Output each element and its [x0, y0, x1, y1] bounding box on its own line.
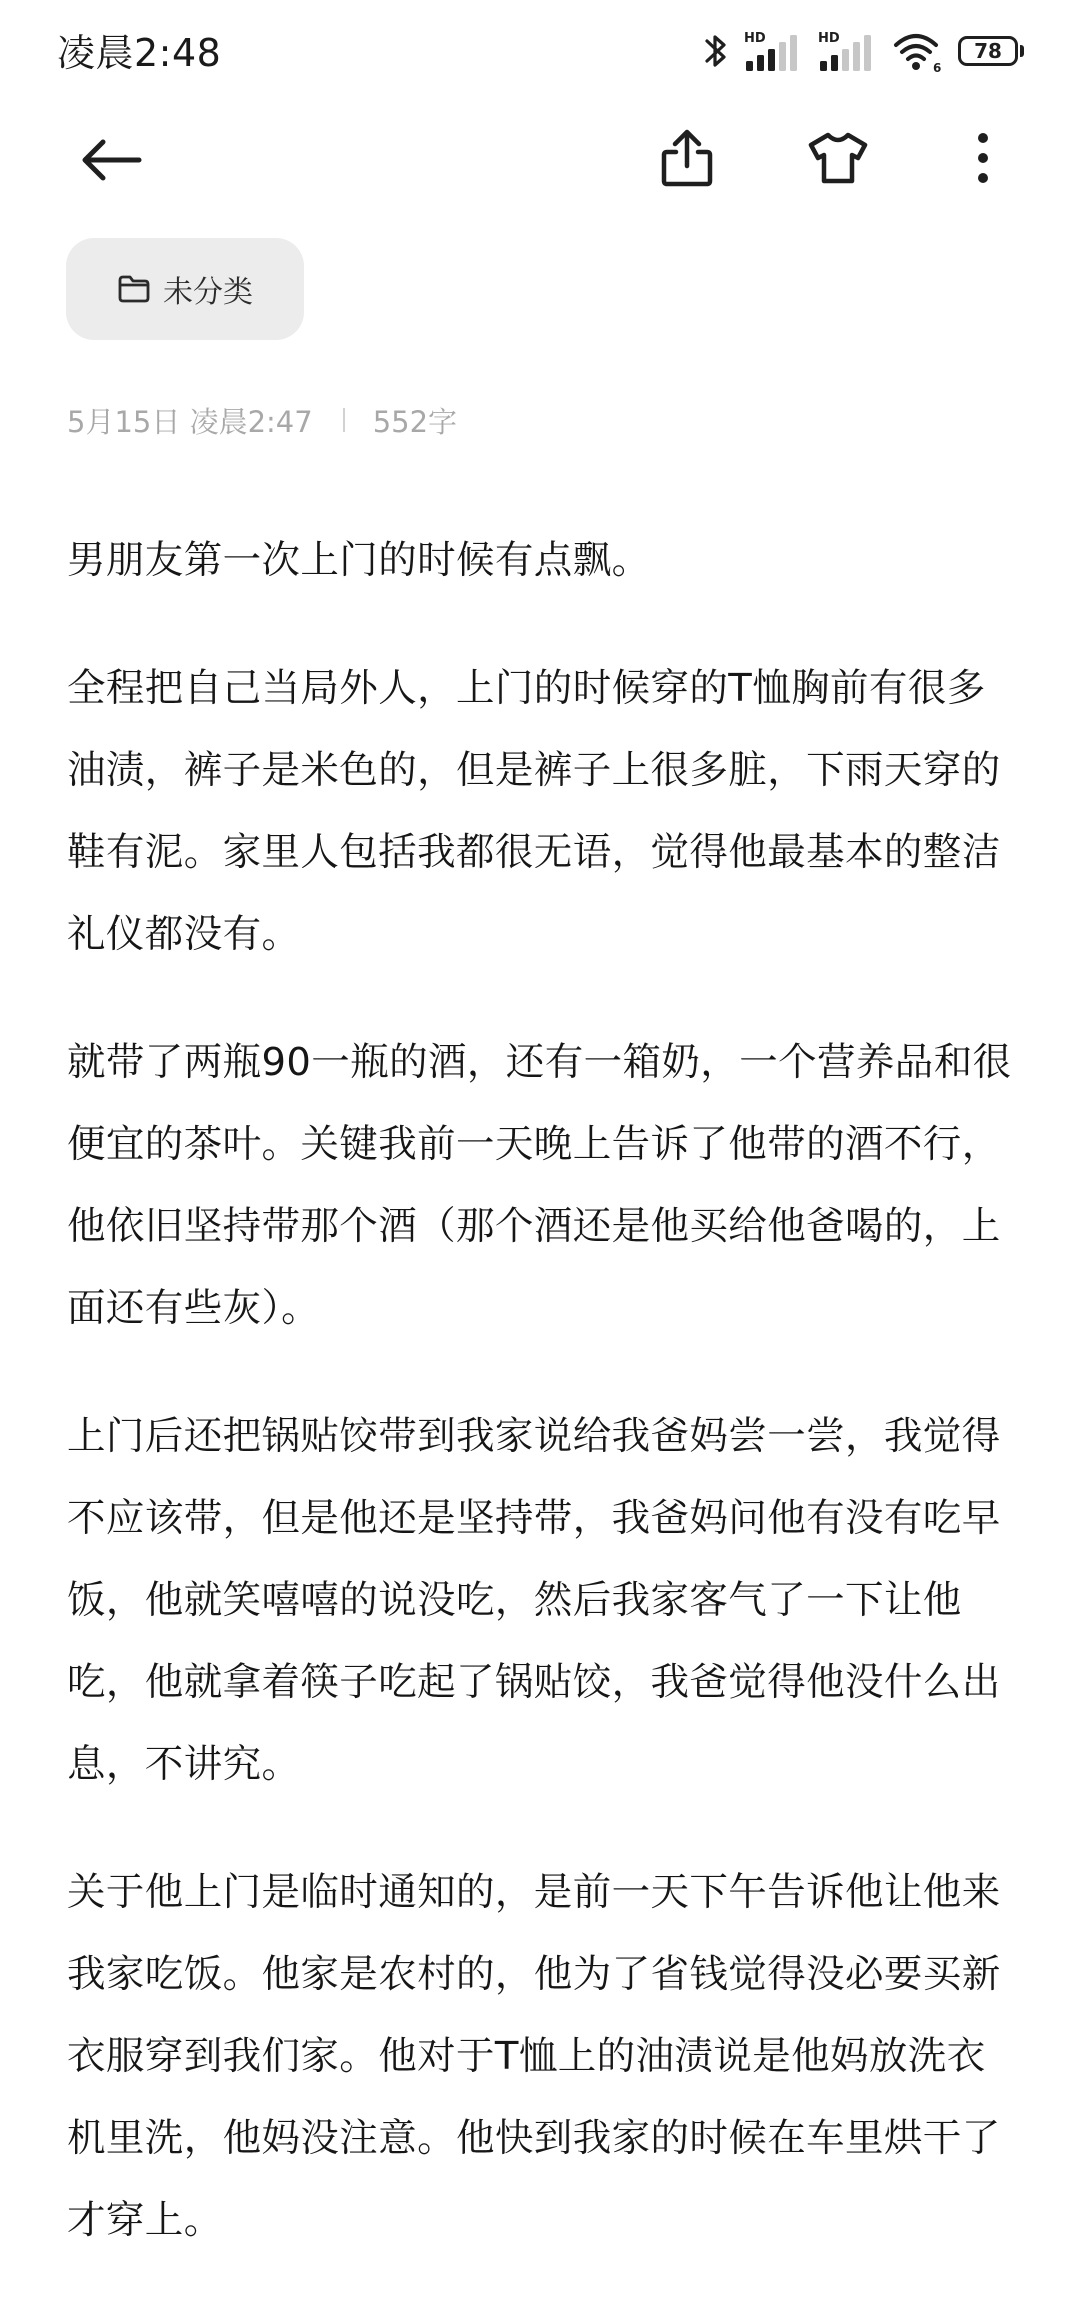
- note-word-count: 552字: [372, 404, 458, 439]
- signal-icon-1: [744, 29, 804, 73]
- note-paragraph-3[interactable]: 就带了两瓶90一瓶的酒，还有一箱奶，一个营养品和很便宜的茶叶。关键我前一天晚上告诉了他带的酒不行，他依旧坚持带那个酒（那个酒还是他买给他爸喝的，上面还有些灰）。: [67, 1040, 1012, 1331]
- note-datetime: 5月15日 凌晨2:47: [67, 404, 313, 439]
- note-paragraph-1[interactable]: 男朋友第一次上门的时候有点飘。: [67, 538, 651, 583]
- arrow-left-icon: [79, 138, 143, 182]
- battery-indicator: [958, 36, 1024, 66]
- wifi-badge: 6: [933, 61, 942, 73]
- status-time: 凌晨2:48: [57, 31, 222, 75]
- bluetooth-icon: [702, 31, 730, 71]
- theme-button[interactable]: [793, 113, 883, 203]
- category-chip[interactable]: [66, 238, 304, 340]
- category-label: 未分类: [163, 275, 253, 310]
- signal-label-2: HD: [818, 31, 840, 46]
- battery-level: 78: [958, 36, 1018, 66]
- folder-icon: [117, 274, 151, 304]
- note-paragraph-4[interactable]: 上门后还把锅贴饺带到我家说给我爸妈尝一尝，我觉得不应该带，但是他还是坚持带，我爸妈问他有没有吃早饭，他就笑嘻嘻的说没吃，然后我家客气了一下让他吃，他就拿着筷子吃起了锅贴饺，我爸觉得他没什么出息，不讲究。: [67, 1414, 1001, 1787]
- more-vertical-icon: [973, 130, 993, 186]
- tshirt-icon: [807, 131, 869, 185]
- status-icons: [702, 26, 1024, 76]
- note-paragraph-5[interactable]: 关于他上门是临时通知的，是前一天下午告诉他让他来我家吃饭。他家是农村的，他为了省钱觉得没必要买新衣服穿到我们家。他对于T恤上的油渍说是他妈放洗衣机里洗，他妈没注意。他快到我家的时候在车里烘干了才穿上。: [67, 1870, 1001, 2243]
- back-button[interactable]: [66, 115, 156, 205]
- note-meta: [67, 398, 457, 442]
- status-bar: [0, 0, 1080, 104]
- note-body[interactable]: [67, 520, 1017, 2308]
- wifi-icon: [892, 29, 944, 73]
- meta-divider: [343, 408, 345, 432]
- note-toolbar: [0, 110, 1080, 210]
- share-icon: [659, 128, 715, 188]
- signal-icon-2: [818, 29, 878, 73]
- more-button[interactable]: [938, 113, 1028, 203]
- note-paragraph-2[interactable]: 全程把自己当局外人，上门的时候穿的T恤胸前有很多油渍，裤子是米色的，但是裤子上很多脏，下雨天穿的鞋有泥。家里人包括我都很无语，觉得他最基本的整洁礼仪都没有。: [67, 666, 1001, 957]
- signal-label-1: HD: [744, 31, 766, 46]
- share-button[interactable]: [642, 113, 732, 203]
- battery-tip: [1020, 45, 1024, 57]
